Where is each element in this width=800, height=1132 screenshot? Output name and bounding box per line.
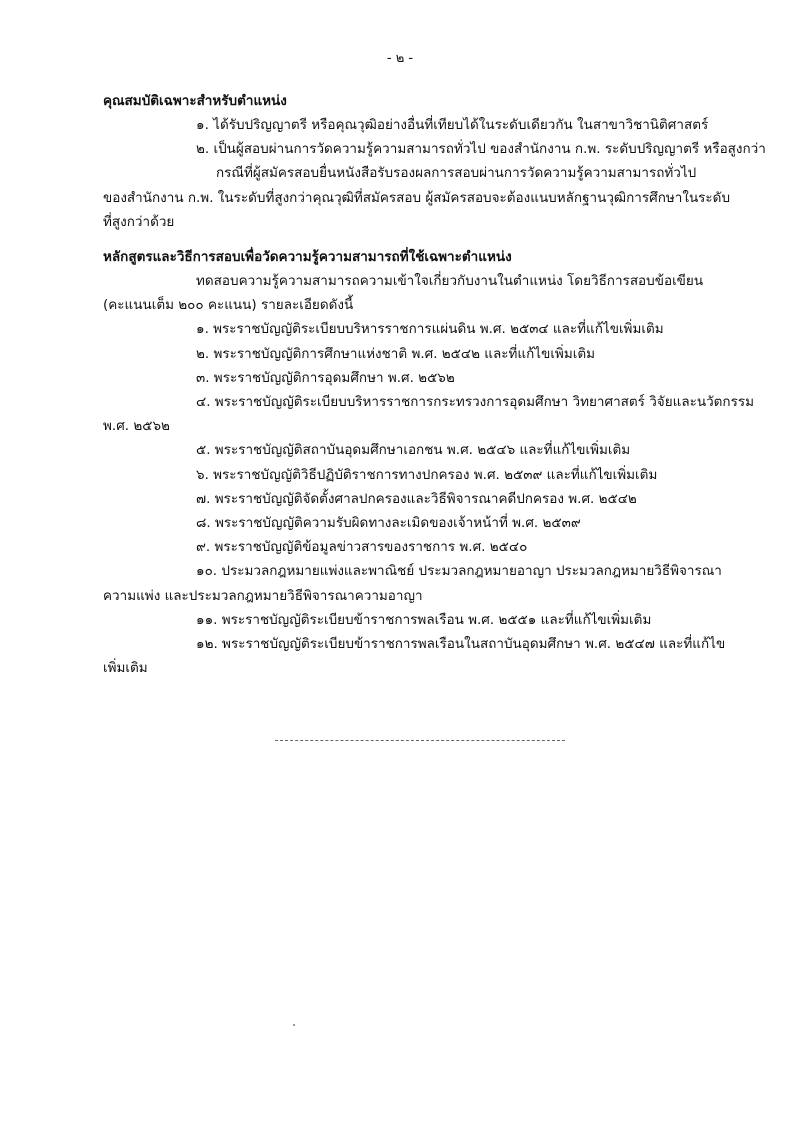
page-number: - ๒ - (386, 51, 414, 66)
qualification-line-4: ของสำนักงาน ก.พ. ในระดับที่สูงกว่าคุณวุฒิที่สมัครสอบ ผู้สมัครสอบจะต้องแนบหลักฐานวุฒิการศึกษาในระดับ (103, 190, 731, 206)
curriculum-heading: หลักสูตรและวิธีการสอบเพื่อวัดความรู้ความสามารถที่ใช้เฉพาะตำแหน่ง (103, 249, 512, 265)
qualification-line-3: กรณีที่ผู้สมัครสอบยื่นหนังสือรับรองผลการสอบผ่านการวัดความรู้ความสามารถทั่วไป (216, 165, 697, 181)
curriculum-item-1: ๑. พระราชบัญญัติระเบียบบริหารราชการแผ่นดิน พ.ศ. ๒๕๓๔ และที่แก้ไขเพิ่มเติม (196, 321, 664, 337)
curriculum-item-9: ๙. พระราชบัญญัติข้อมูลข่าวสารของราชการ พ.ศ. ๒๕๔๐ (196, 539, 528, 555)
curriculum-item-11: ๑๑. พระราชบัญญัติระเบียบข้าราชการพลเรือน พ.ศ. ๒๕๕๑ และที่แก้ไขเพิ่มเติม (196, 612, 652, 628)
end-divider (275, 740, 565, 741)
qualification-line-2: ๒. เป็นผู้สอบผ่านการวัดความรู้ความสามารถทั่วไป ของสำนักงาน ก.พ. ระดับปริญญาตรี หรือสูงกว่า (196, 141, 766, 157)
curriculum-item-10-line-2: ความแพ่ง และประมวลกฎหมายวิธีพิจารณาความอาญา (103, 588, 423, 604)
curriculum-item-12-line-2: เพิ่มเติม (103, 660, 148, 676)
scan-speck (293, 1024, 295, 1026)
curriculum-item-12-line-1: ๑๒. พระราชบัญญัติระเบียบข้าราชการพลเรือนในสถาบันอุดมศึกษา พ.ศ. ๒๕๔๗ และที่แก้ไข (196, 636, 726, 652)
qualifications-heading: คุณสมบัติเฉพาะสำหรับตำแหน่ง (103, 93, 287, 109)
curriculum-item-10-line-1: ๑๐. ประมวลกฎหมายแพ่งและพาณิชย์ ประมวลกฎหมายอาญา ประมวลกฎหมายวิธีพิจารณา (196, 563, 722, 579)
curriculum-item-7: ๗. พระราชบัญญัติจัดตั้งศาลปกครองและวิธีพิจารณาคดีปกครอง พ.ศ. ๒๕๔๒ (196, 491, 637, 507)
curriculum-intro-line-1: ทดสอบความรู้ความสามารถความเข้าใจเกี่ยวกับงานในตำแหน่ง โดยวิธีการสอบข้อเขียน (196, 273, 704, 289)
curriculum-item-3: ๓. พระราชบัญญัติการอุดมศึกษา พ.ศ. ๒๕๖๒ (196, 370, 455, 386)
curriculum-intro-line-2: (คะแนนเต็ม ๒๐๐ คะแนน) รายละเอียดดังนี้ (103, 297, 354, 313)
qualification-line-1: ๑. ได้รับปริญญาตรี หรือคุณวุฒิอย่างอื่นที่เทียบได้ในระดับเดียวกัน ในสาขาวิชานิติศาสตร์ (196, 117, 709, 133)
curriculum-item-4-line-1: ๔. พระราชบัญญัติระเบียบบริหารราชการกระทรวงการอุดมศึกษา วิทยาศาสตร์ วิจัยและนวัตกรรม (196, 394, 754, 410)
curriculum-item-8: ๘. พระราชบัญญัติความรับผิดทางละเมิดของเจ้าหน้าที่ พ.ศ. ๒๕๓๙ (196, 515, 581, 531)
curriculum-item-2: ๒. พระราชบัญญัติการศึกษาแห่งชาติ พ.ศ. ๒๕๔๒ และที่แก้ไขเพิ่มเติม (196, 346, 596, 362)
qualification-line-5: ที่สูงกว่าด้วย (103, 214, 175, 230)
curriculum-item-5: ๕. พระราชบัญญัติสถาบันอุดมศึกษาเอกชน พ.ศ. ๒๕๔๖ และที่แก้ไขเพิ่มเติม (196, 442, 631, 458)
curriculum-item-6: ๖. พระราชบัญญัติวิธีปฏิบัติราชการทางปกครอง พ.ศ. ๒๕๓๙ และที่แก้ไขเพิ่มเติม (196, 467, 658, 483)
curriculum-item-4-line-2: พ.ศ. ๒๕๖๒ (103, 418, 170, 434)
